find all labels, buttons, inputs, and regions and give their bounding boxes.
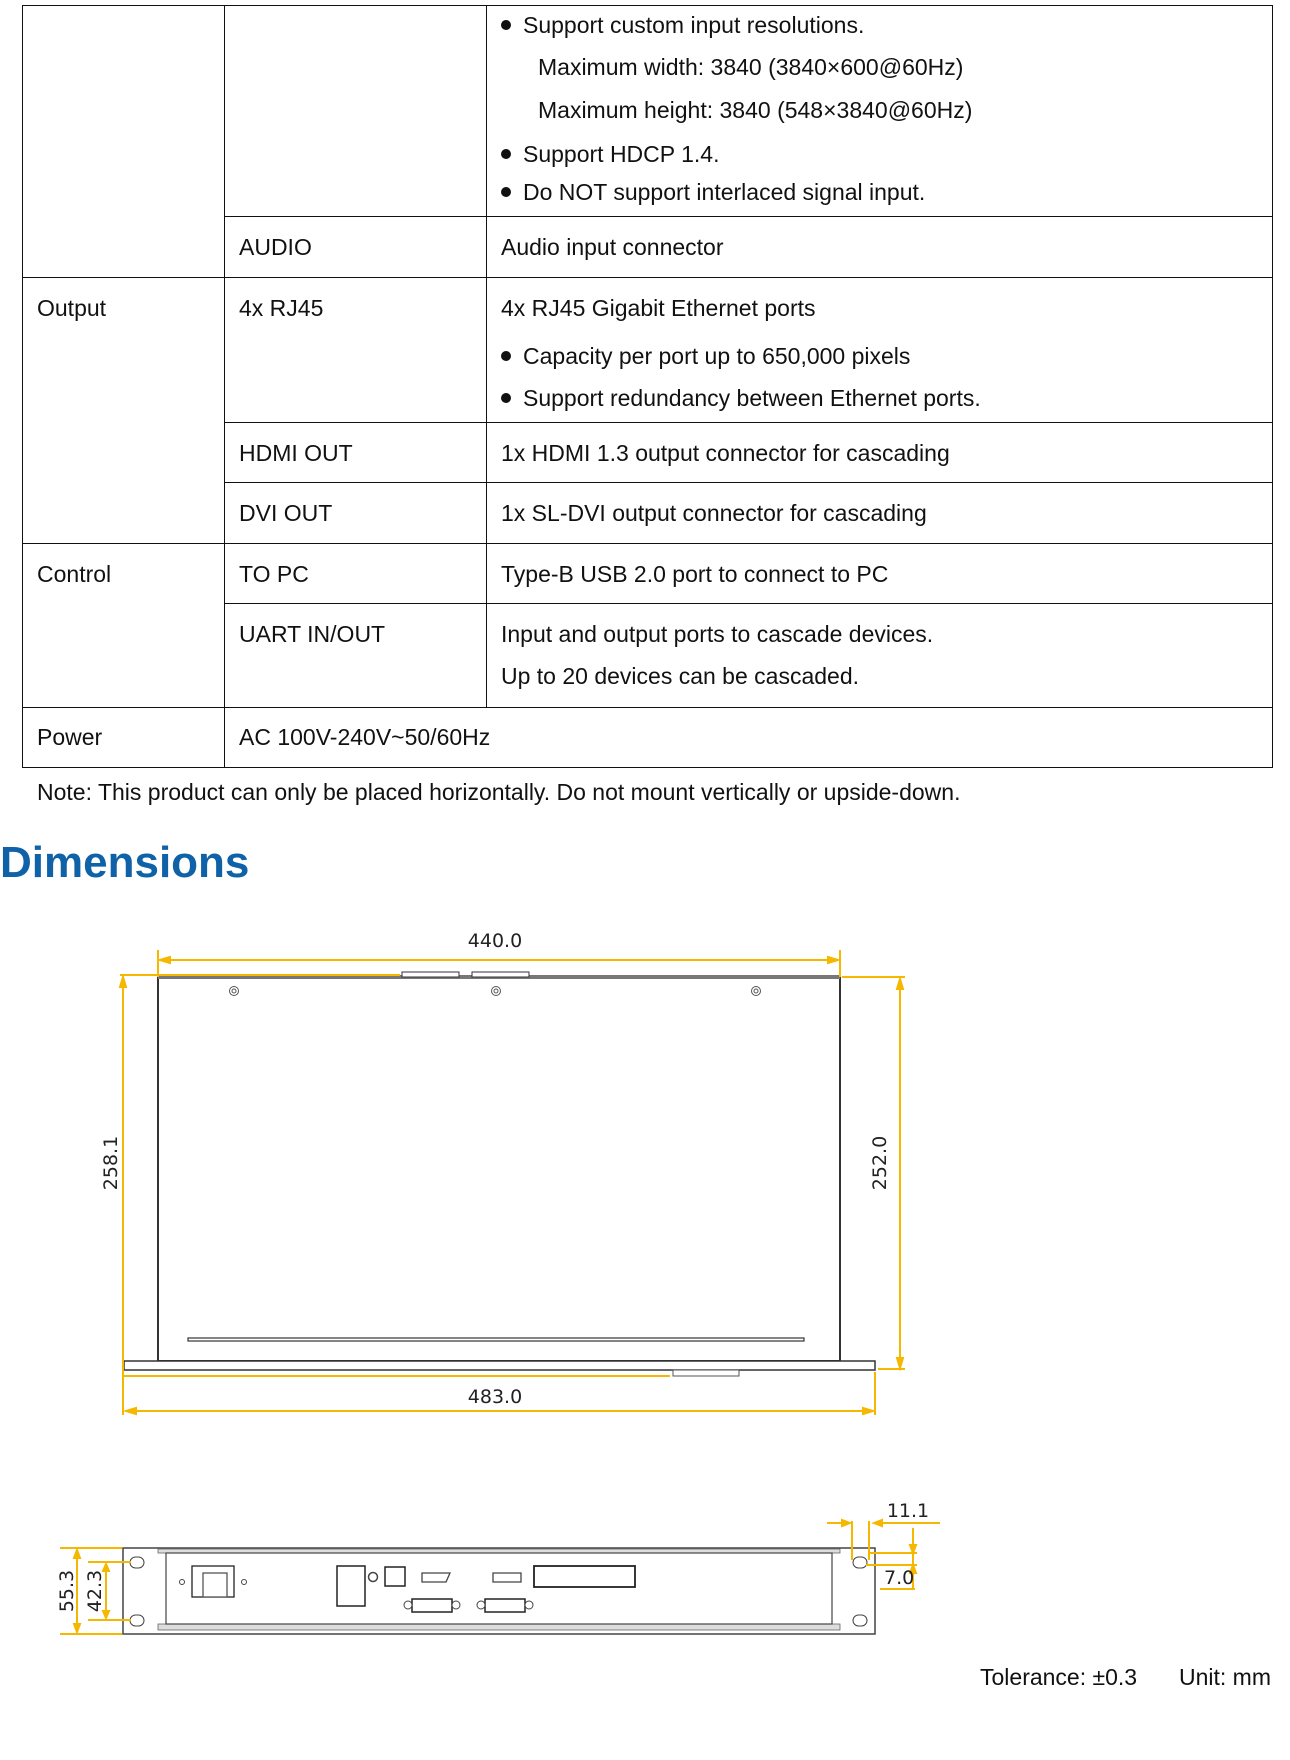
dimension-lines: [120, 950, 905, 1415]
dvi-port: [412, 1599, 452, 1612]
table-row-divider: [22, 543, 1273, 544]
port-label: HDMI OUT: [239, 440, 353, 466]
table-border-left: [22, 5, 23, 767]
bullet-item: Capacity per port up to 650,000 pixels: [523, 343, 911, 369]
port-description: 1x SL-DVI output connector for cascading: [501, 500, 927, 526]
port-label: 4x RJ45: [239, 295, 324, 321]
bullet-item: Do NOT support interlaced signal input.: [523, 179, 926, 205]
table-col-divider: [224, 5, 225, 767]
dim-label-42-3: 42.3: [84, 1569, 106, 1613]
table-row-divider: [224, 422, 1273, 423]
rack-hole: [853, 1615, 867, 1626]
top-view-drawing: [0, 900, 1000, 1440]
usb-port: [337, 1566, 365, 1606]
bullet-item: Support HDCP 1.4.: [523, 141, 720, 167]
ethernet-ports-block: [534, 1566, 635, 1587]
screw-hole: [230, 987, 239, 996]
dvi-screw: [477, 1601, 485, 1609]
rear-connector: [402, 972, 459, 977]
panel-inner: [166, 1553, 832, 1624]
category-label: Power: [37, 724, 103, 750]
hdmi-port: [422, 1573, 450, 1582]
screw-hole: [492, 987, 501, 996]
rack-hole: [130, 1557, 144, 1568]
dim-label-483: 483.0: [467, 1386, 523, 1408]
dvi-screw: [452, 1601, 460, 1609]
table-border-right: [1272, 5, 1273, 767]
port-description: 1x HDMI 1.3 output connector for cascading: [501, 440, 950, 466]
placement-note: Note: This product can only be placed horizontally. Do not mount vertically or upside-down.: [37, 779, 961, 805]
dvi-port: [485, 1599, 525, 1612]
port-description: Type-B USB 2.0 port to connect to PC: [501, 561, 889, 587]
front-view-drawing: [0, 1480, 960, 1650]
tolerance-label: Tolerance: ±0.3: [980, 1664, 1138, 1690]
port-description: Audio input connector: [501, 234, 724, 260]
port-label: AUDIO: [239, 234, 312, 260]
screw-dot: [242, 1580, 247, 1585]
section-heading: Dimensions: [0, 838, 250, 887]
dim-label-7-0: 7.0: [884, 1567, 915, 1589]
category-label: Control: [37, 561, 112, 587]
dim-label-252: 252.0: [869, 1135, 891, 1191]
table-border-bottom: [22, 767, 1273, 768]
table-row-divider: [22, 707, 1273, 708]
sub-line: Maximum width: 3840 (3840×600@60Hz): [538, 54, 964, 80]
chassis-body: [158, 977, 840, 1361]
power-value: AC 100V-240V~50/60Hz: [239, 724, 491, 750]
table-col-divider: [486, 5, 487, 707]
port-description: Up to 20 devices can be cascaded.: [501, 663, 860, 689]
unit-label: Unit: mm: [1179, 1664, 1271, 1690]
front-knob: [673, 1370, 739, 1376]
sub-line: Maximum height: 3840 (548×3840@60Hz): [538, 97, 973, 123]
panel-bottom-rail: [158, 1624, 840, 1630]
dim-label-11-1: 11.1: [886, 1500, 930, 1522]
dim-label-258: 258.1: [100, 1135, 122, 1191]
audio-jack: [369, 1573, 378, 1582]
table-row-divider: [224, 482, 1273, 483]
uart-port: [385, 1567, 405, 1586]
table-row-divider: [22, 277, 1273, 278]
port-description: Input and output ports to cascade devices.: [501, 621, 934, 647]
category-label: Output: [37, 295, 107, 321]
front-inner-bar: [188, 1338, 804, 1341]
rear-connector: [472, 972, 529, 977]
rack-hole: [130, 1615, 144, 1626]
rack-flange: [124, 1361, 875, 1370]
dvi-screw: [404, 1601, 412, 1609]
port-label: TO PC: [239, 561, 309, 587]
table-row-divider: [224, 603, 1273, 604]
port-description: 4x RJ45 Gigabit Ethernet ports: [501, 295, 816, 321]
hdmi-port: [493, 1573, 521, 1582]
screw-dot: [180, 1580, 185, 1585]
dim-label-440: 440.0: [467, 930, 523, 952]
dvi-screw: [525, 1601, 533, 1609]
power-switch-rocker: [203, 1573, 227, 1597]
port-label: DVI OUT: [239, 500, 333, 526]
table-row-divider: [224, 216, 1273, 217]
dim-label-55-3: 55.3: [56, 1569, 78, 1613]
table-border-top: [22, 5, 1273, 6]
port-label: UART IN/OUT: [239, 621, 386, 647]
screw-hole: [752, 987, 761, 996]
rack-hole: [853, 1557, 867, 1568]
bullet-item: Support custom input resolutions.: [523, 12, 865, 38]
bullet-item: Support redundancy between Ethernet ports.: [523, 385, 981, 411]
